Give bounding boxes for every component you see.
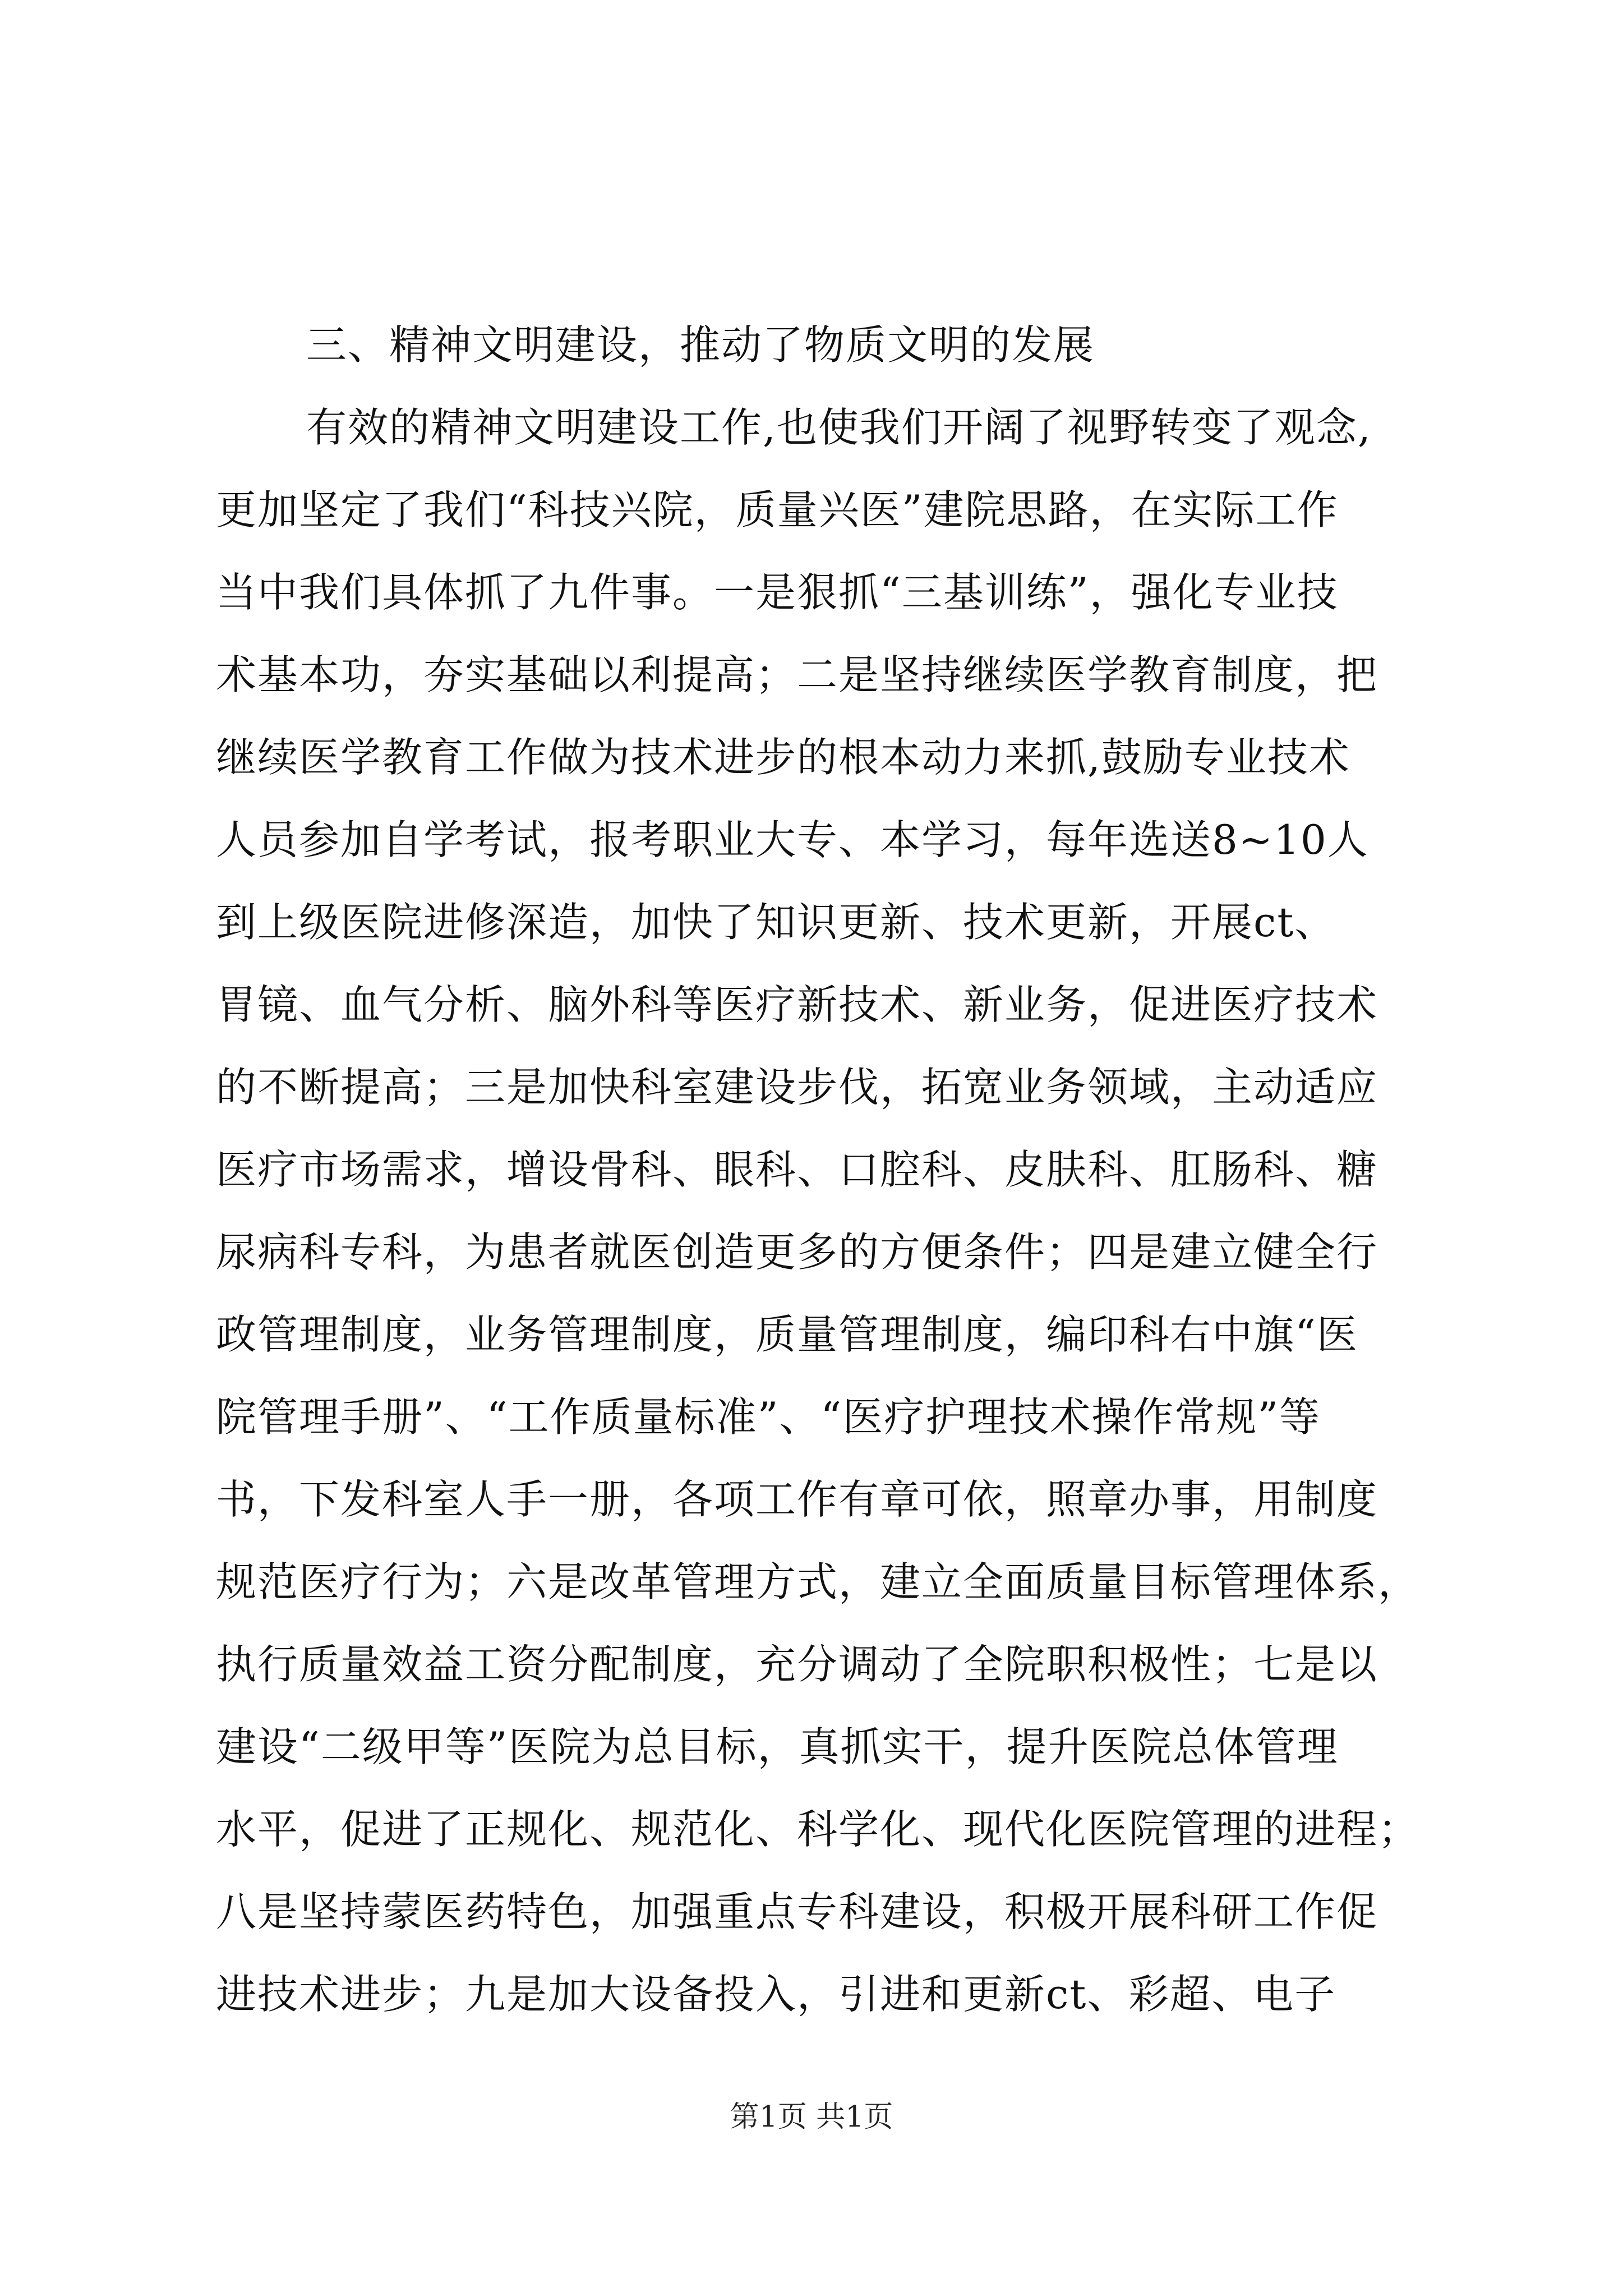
paragraph-line: 当中我们具体抓了九件事。一是狠抓“三基训练”，强化专业技 — [216, 569, 1339, 616]
paragraph-line: 到上级医院进修深造，加快了知识更新、技术更新，开展ct、 — [216, 899, 1336, 946]
paragraph-line: 有效的精神文明建设工作,也使我们开阔了视野转变了观念, — [306, 404, 1372, 451]
section-heading: 三、精神文明建设，推动了物质文明的发展 — [306, 321, 1095, 369]
paragraph-line: 更加坚定了我们“科技兴院，质量兴医”建院思路，在实际工作 — [216, 486, 1339, 533]
paragraph-line: 尿病科专科，为患者就医创造更多的方便条件；四是建立健全行 — [216, 1228, 1378, 1276]
paragraph-line: 术基本功，夯实基础以利提高；二是坚持继续医学教育制度，把 — [216, 651, 1378, 698]
paragraph-line: 八是坚持蒙医药特色，加强重点专科建设，积极开展科研工作促 — [216, 1888, 1378, 1935]
paragraph-line: 胃镜、血气分析、脑外科等医疗新技术、新业务，促进医疗技术 — [216, 981, 1378, 1028]
paragraph-line: 人员参加自学考试，报考职业大专、本学习，每年选送8~10人 — [216, 816, 1369, 863]
page-number-footer: 第1页 共1页 — [730, 2100, 893, 2134]
paragraph-line: 的不断提高；三是加快科室建设步伐，拓宽业务领域，主动适应 — [216, 1064, 1378, 1111]
paragraph-line: 建设“二级甲等”医院为总目标，真抓实干，提升医院总体管理 — [216, 1723, 1339, 1770]
paragraph-line: 院管理手册”、“工作质量标准”、“医疗护理技术操作常规”等 — [216, 1393, 1321, 1441]
paragraph-line: 规范医疗行为；六是改革管理方式，建立全面质量目标管理体系， — [216, 1558, 1420, 1605]
paragraph-line: 进技术进步；九是加大设备投入，引进和更新ct、彩超、电子 — [216, 1971, 1336, 2018]
paragraph-line: 书，下发科室人手一册，各项工作有章可依，照章办事，用制度 — [216, 1476, 1378, 1523]
paragraph-line: 水平，促进了正规化、规范化、科学化、现代化医院管理的进程； — [216, 1806, 1420, 1853]
paragraph-line: 医疗市场需求，增设骨科、眼科、口腔科、皮肤科、肛肠科、糖 — [216, 1146, 1378, 1193]
paragraph-line: 政管理制度，业务管理制度，质量管理制度，编印科右中旗“医 — [216, 1311, 1358, 1358]
paragraph-line: 继续医学教育工作做为技术进步的根本动力来抓,鼓励专业技术 — [216, 734, 1350, 781]
paragraph-line: 执行质量效益工资分配制度，充分调动了全院职积极性；七是以 — [216, 1641, 1378, 1688]
